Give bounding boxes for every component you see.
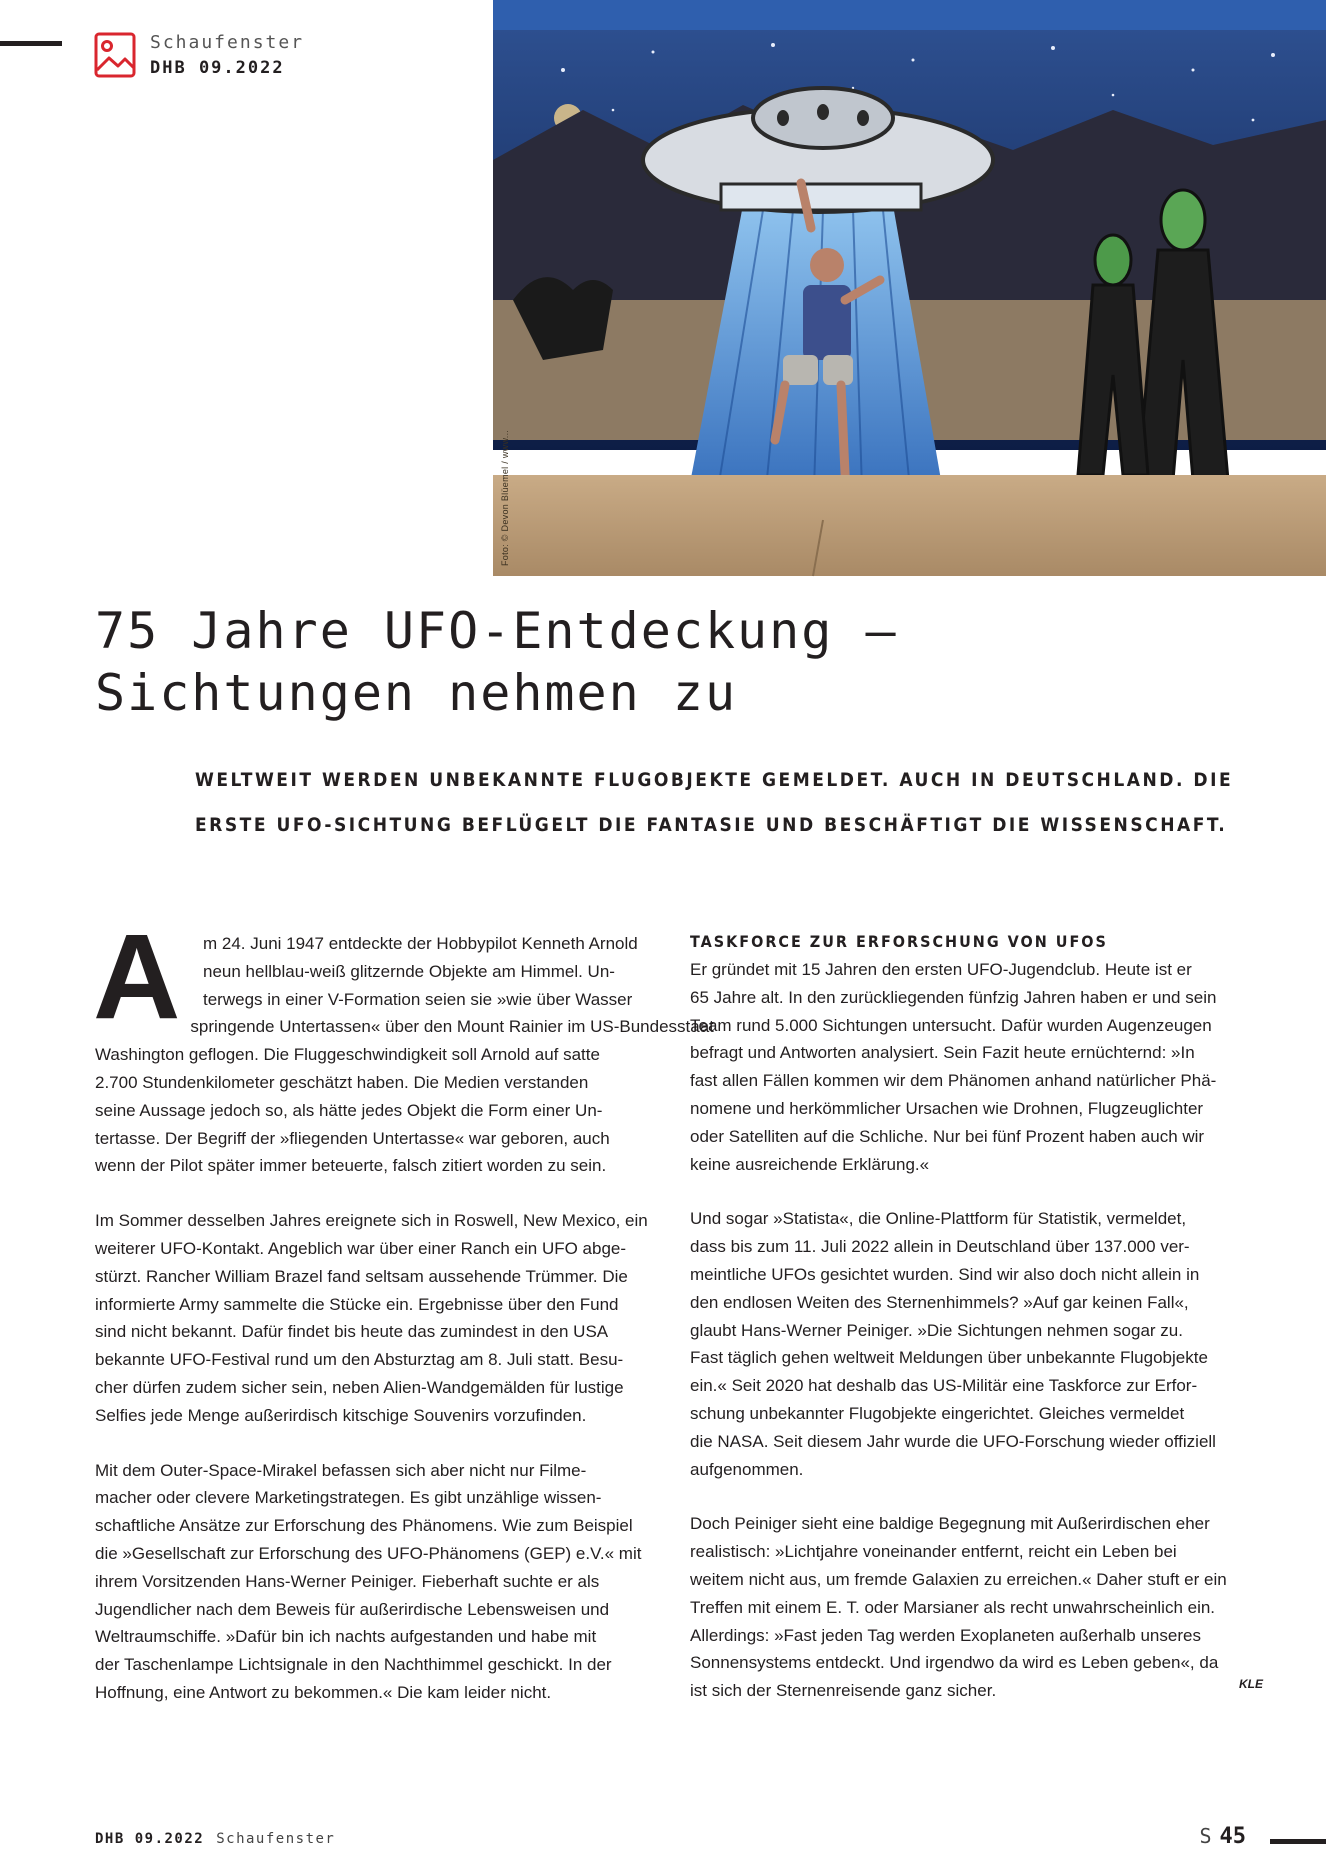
- text-line: bekannte UFO-Festival rund um den Absturztag am 8. Juli statt. Besu-: [95, 1350, 624, 1370]
- text-line: realistisch: »Lichtjahre voneinander entfernt, reicht ein Leben bei: [690, 1542, 1177, 1562]
- page-number: [1199, 1824, 1246, 1849]
- text-line: meintliche UFOs gesichtet wurden. Sind wir also doch nicht allein in: [690, 1264, 1200, 1284]
- text-line: Mit dem Outer-Space-Mirakel befassen sich aber nicht nur Filme-: [95, 1460, 587, 1480]
- text-line: glaubt Hans-Werner Peiniger. »Die Sichtungen nehmen sogar zu.: [690, 1320, 1183, 1340]
- footer-section: Schaufenster: [216, 1831, 336, 1847]
- photo-credit: Foto: © Devon Blüemel / www...: [500, 429, 510, 566]
- bottom-rule: [1270, 1839, 1326, 1844]
- text-line: macher oder clevere Marketingstrategen. Es gibt unzählige wissen-: [95, 1488, 602, 1508]
- text-line: Und sogar »Statista«, die Online-Plattform für Statistik, vermeldet,: [690, 1209, 1187, 1229]
- drop-cap: A: [93, 908, 181, 1044]
- text-line: oder Satelliten auf die Schliche. Nur bei fünf Prozent haben auch wir: [690, 1126, 1205, 1146]
- paragraph-3: [95, 1457, 668, 1707]
- text-line: die »Gesellschaft zur Erforschung des UFO-Phänomens (GEP) e.V.« mit: [95, 1543, 642, 1563]
- paragraph-5: [690, 1205, 1263, 1483]
- paragraph-4: [690, 956, 1263, 1178]
- footer-left: [95, 1831, 335, 1847]
- text-line: seine Aussage jedoch so, als hätte jedes Objekt die Form einer Un-: [95, 1100, 603, 1120]
- text-line: aufgenommen.: [690, 1459, 804, 1479]
- issue-label: DHB 09.2022: [150, 58, 285, 78]
- page-prefix: S: [1199, 1824, 1212, 1848]
- section-subheading: TASKFORCE ZUR ERFORSCHUNG VON UFOS: [690, 932, 1108, 951]
- lead-line-2: ERSTE UFO-SICHTUNG BEFLÜGELT DIE FANTASIE UND BESCHÄFTIGT DIE WISSENSCHAFT.: [195, 814, 1228, 836]
- text-line: Er gründet mit 15 Jahren den ersten UFO-Jugendclub. Heute ist er: [690, 960, 1192, 979]
- text-line: weiterer UFO-Kontakt. Angeblich war über einer Ranch ein UFO abge-: [95, 1238, 627, 1258]
- footer-issue: DHB 09.2022: [95, 1831, 205, 1847]
- text-line: weitem nicht aus, um fremde Galaxien zu erreichen.« Daher stuft er ein: [690, 1569, 1227, 1589]
- text-line: 65 Jahre alt. In den zurückliegenden fünfzig Jahren haben er und sein: [690, 987, 1217, 1007]
- text-line: schaftliche Ansätze zur Erforschung des Phänomens. Wie zum Beispiel: [95, 1516, 633, 1536]
- section-name: Schaufenster: [150, 32, 305, 53]
- text-line: Sonnensystems entdeckt. Und irgendwo da wird es Leben geben«, da: [690, 1653, 1219, 1673]
- text-line: stürzt. Rancher William Brazel fand seltsam aussehende Trümmer. Die: [95, 1266, 628, 1286]
- text-line: Jugendlicher nach dem Beweis für außerirdische Lebensweisen und: [95, 1599, 610, 1619]
- page-number-value: 45: [1219, 1824, 1246, 1849]
- text-line: Selfies jede Menge außerirdisch kitschige Souvenirs vorzufinden.: [95, 1405, 587, 1425]
- text-line: springende Untertassen« über den Mount Rainier im US-Bundesstaat: [190, 1017, 714, 1037]
- text-line: Weltraumschiffe. »Dafür bin ich nachts aufgestanden und habe mit: [95, 1627, 597, 1647]
- text-line: den endlosen Weiten des Sternenhimmels? »Auf gar keinen Fall«,: [690, 1292, 1189, 1312]
- text-line: Doch Peiniger sieht eine baldige Begegnung mit Außerirdischen eher: [690, 1514, 1210, 1534]
- text-line: ein.« Seit 2020 hat deshalb das US-Militär eine Taskforce zur Erfor-: [690, 1376, 1198, 1396]
- text-line: befragt und Antworten analysiert. Sein Fazit heute ernüchternd: »In: [690, 1043, 1195, 1063]
- headline-line-2: Sichtungen nehmen zu: [95, 664, 738, 722]
- right-column: [690, 930, 1263, 1705]
- lead-paragraph: [195, 758, 1234, 848]
- image-icon: [94, 32, 136, 78]
- text-line: Hoffnung, eine Antwort zu bekommen.« Die kam leider nicht.: [95, 1682, 552, 1702]
- top-rule: [0, 41, 62, 46]
- text-line: ihrem Vorsitzenden Hans-Werner Peiniger. Fieberhaft suchte er als: [95, 1571, 600, 1591]
- paragraph-1: [93, 908, 714, 1180]
- lead-line-1: WELTWEIT WERDEN UNBEKANNTE FLUGOBJEKTE GEMELDET. AUCH IN DEUTSCHLAND. DIE: [195, 769, 1234, 791]
- text-line: tertasse. Der Begriff der »fliegenden Untertasse« war geboren, auch: [95, 1128, 610, 1148]
- text-line: m 24. Juni 1947 entdeckte der Hobbypilot Kenneth Arnold: [203, 934, 638, 953]
- text-line: neun hellblau-weiß glitzernde Objekte am Himmel. Un-: [203, 961, 615, 981]
- text-line: Treffen mit einem E. T. oder Marsianer als recht unwahrscheinlich ein.: [690, 1597, 1216, 1617]
- text-line: nomene und herkömmlicher Ursachen wie Drohnen, Flugzeuglichter: [690, 1098, 1204, 1118]
- text-line: 2.700 Stundenkilometer geschätzt haben. Die Medien verstanden: [95, 1072, 589, 1092]
- text-line: terwegs in einer V-Formation seien sie »wie über Wasser: [203, 989, 633, 1009]
- headline: [95, 600, 1195, 724]
- headline-line-1: 75 Jahre UFO-Entdeckung –: [95, 602, 898, 660]
- text-line: keine ausreichende Erklärung.«: [690, 1154, 930, 1174]
- left-column: [93, 908, 714, 1707]
- text-line: Washington geflogen. Die Fluggeschwindigkeit soll Arnold auf satte: [95, 1045, 600, 1065]
- hero-photo: [493, 0, 1326, 576]
- section-header: [94, 32, 304, 78]
- text-line: cher dürfen zudem sicher sein, neben Alien-Wandgemälden für lustige: [95, 1377, 624, 1397]
- text-line: Allerdings: »Fast jeden Tag werden Exoplaneten außerhalb unseres: [690, 1625, 1201, 1645]
- text-line: fast allen Fällen kommen wir dem Phänomen anhand natürlicher Phä-: [690, 1071, 1217, 1091]
- text-line: Fast täglich gehen weltweit Meldungen über unbekannte Flugobjekte: [690, 1348, 1208, 1368]
- text-line: Im Sommer desselben Jahres ereignete sich in Roswell, New Mexico, ein: [95, 1211, 648, 1231]
- text-line: schung unbekannter Flugobjekte eingerichtet. Gleiches vermeldet: [690, 1403, 1185, 1423]
- text-line: wenn der Pilot später immer beteuerte, falsch zitiert worden zu sein.: [95, 1156, 607, 1176]
- text-line: sind nicht bekannt. Dafür findet bis heute das zumindest in den USA: [95, 1322, 609, 1342]
- text-line: der Taschenlampe Lichtsignale in den Nachthimmel geschickt. In der: [95, 1655, 612, 1675]
- text-line: Team rund 5.000 Sichtungen untersucht. Dafür wurden Augenzeugen: [690, 1015, 1212, 1035]
- paragraph-6: [690, 1510, 1263, 1705]
- paragraph-2: [95, 1207, 668, 1429]
- text-line: dass bis zum 11. Juli 2022 allein in Deutschland über 137.000 ver-: [690, 1237, 1190, 1257]
- author-signature: KLE: [1239, 1677, 1263, 1692]
- text-line: informierte Army sammelte die Stücke ein. Ergebnisse über den Fund: [95, 1294, 619, 1314]
- text-line: die NASA. Seit diesem Jahr wurde die UFO-Forschung wieder offiziell: [690, 1431, 1216, 1451]
- text-line: ist sich der Sternenreisende ganz sicher.: [690, 1681, 997, 1701]
